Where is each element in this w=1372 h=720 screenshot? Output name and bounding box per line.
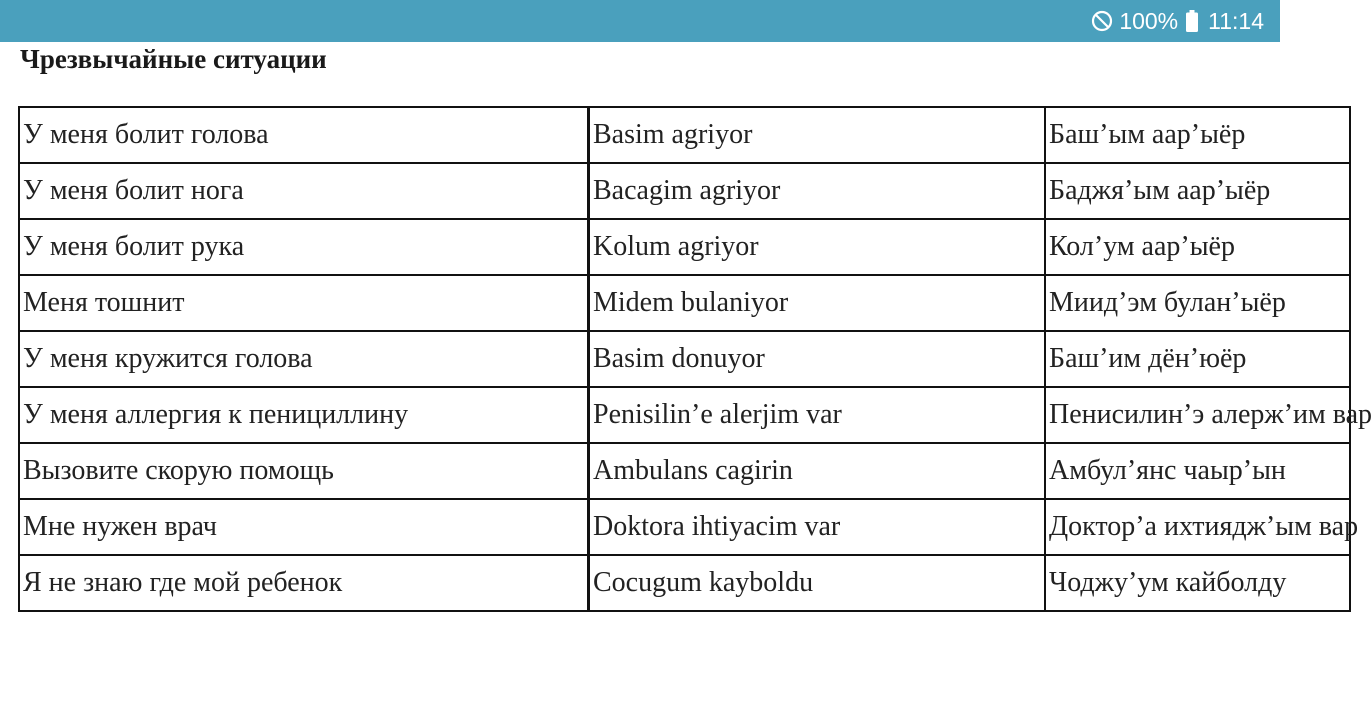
table-row <box>19 107 1350 163</box>
table-row <box>19 163 1350 219</box>
table-row <box>19 219 1350 275</box>
russian-phrase: У меня кружится голова <box>19 331 589 387</box>
turkish-phrase: Cocugum kayboldu <box>589 555 1046 611</box>
clock-time: 11:14 <box>1208 7 1264 34</box>
pronunciation: Кол’ум аар’ыёр <box>1045 219 1350 275</box>
do-not-disturb-icon <box>1091 10 1113 32</box>
pronunciation: Миид’эм булан’ыёр <box>1045 275 1350 331</box>
phrase-table-viewport <box>0 106 1372 608</box>
pronunciation: Пенисилин’э алерж’им вар <box>1045 387 1350 443</box>
status-indicators <box>1091 0 1264 42</box>
table-row <box>19 555 1350 611</box>
russian-phrase: Меня тошнит <box>19 275 589 331</box>
pronunciation: Чоджу’ум кайболду <box>1045 555 1350 611</box>
turkish-phrase: Basim agriyor <box>589 107 1046 163</box>
russian-phrase: Мне нужен врач <box>19 499 589 555</box>
pronunciation: Доктор’а ихтиядж’ым вар <box>1045 499 1350 555</box>
status-bar <box>0 0 1280 42</box>
table-row <box>19 443 1350 499</box>
table-row <box>19 331 1350 387</box>
table-row <box>19 499 1350 555</box>
pronunciation: Баш’ым аар’ыёр <box>1045 107 1350 163</box>
table-row <box>19 275 1350 331</box>
russian-phrase: Вызовите скорую помощь <box>19 443 589 499</box>
russian-phrase: У меня болит нога <box>19 163 589 219</box>
turkish-phrase: Penisilin’e alerjim var <box>589 387 1046 443</box>
russian-phrase: У меня болит голова <box>19 107 589 163</box>
russian-phrase: У меня аллергия к пенициллину <box>19 387 589 443</box>
russian-phrase: Я не знаю где мой ребенок <box>19 555 589 611</box>
document-page[interactable] <box>0 42 1372 720</box>
pronunciation: Амбул’янс чаыр’ын <box>1045 443 1350 499</box>
phrase-table <box>18 106 1372 612</box>
russian-phrase: У меня болит рука <box>19 219 589 275</box>
turkish-phrase: Basim donuyor <box>589 331 1046 387</box>
page-title: Чрезвычайные ситуации <box>20 44 327 74</box>
table-row <box>19 387 1350 443</box>
turkish-phrase: Kolum agriyor <box>589 219 1046 275</box>
pronunciation: Баджя’ым аар’ыёр <box>1045 163 1350 219</box>
turkish-phrase: Doktora ihtiyacim var <box>589 499 1046 555</box>
battery-percent: 100% <box>1119 7 1179 34</box>
turkish-phrase: Bacagim agriyor <box>589 163 1046 219</box>
turkish-phrase: Ambulans cagirin <box>589 443 1046 499</box>
pronunciation: Баш’им дён’юёр <box>1045 331 1350 387</box>
turkish-phrase: Midem bulaniyor <box>589 275 1046 331</box>
battery-icon <box>1186 10 1198 32</box>
